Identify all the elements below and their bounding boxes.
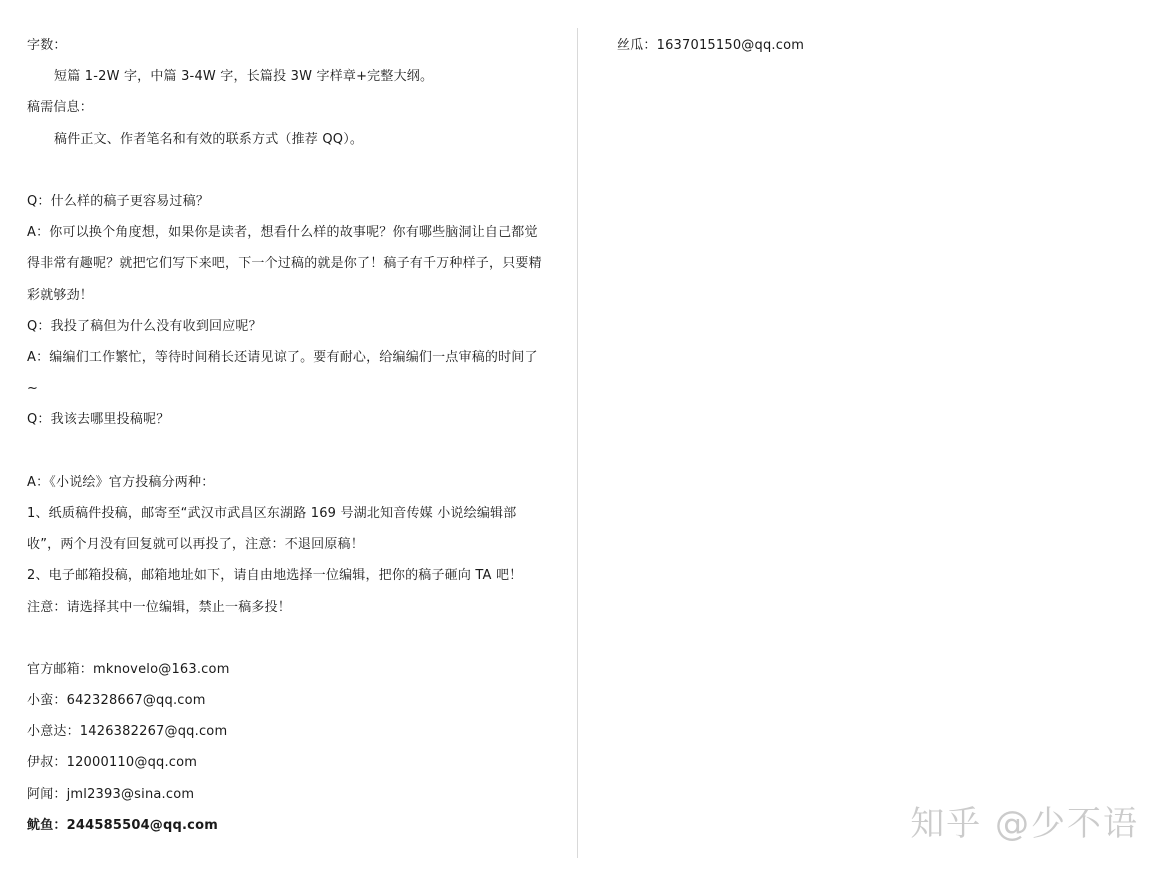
- requirements-text: 稿件正文、作者笔名和有效的联系方式（推荐 QQ）。: [54, 131, 364, 147]
- blank-line: [27, 436, 547, 467]
- contact-line-bold: 鱿鱼：244585504@qq.com: [27, 817, 218, 833]
- contact-line: 小意达：1426382267@qq.com: [27, 724, 228, 740]
- contact-line: 阿闻：jml2393@sina.com: [27, 786, 195, 802]
- answer-3-item-2: 2、电子邮箱投稿，邮箱地址如下，请自由地选择一位编辑，把你的稿子砸向 TA 吧！: [27, 568, 523, 584]
- wordcount-label: 字数：: [27, 38, 67, 53]
- right-page: [617, 30, 1137, 61]
- blank-line: [27, 155, 547, 186]
- contact-line: 丝瓜：1637015150@qq.com: [617, 38, 805, 53]
- page-divider: [577, 28, 578, 858]
- blank-line: [27, 623, 547, 654]
- answer-3-note: 注意：请选择其中一位编辑，禁止一稿多投！: [27, 599, 292, 615]
- answer-3-item-1: 1、纸质稿件投稿，邮寄至“武汉市武昌区东湖路 169 号湖北知音传媒 小说绘编辑部收”，两个月没有回复就可以再投了，注意：不退回原稿！: [27, 505, 517, 553]
- zhihu-watermark: 知乎 @少不语: [910, 804, 1139, 844]
- question-2: Q：我投了稿但为什么没有收到回应呢？: [27, 318, 262, 334]
- answer-1: A：你可以换个角度想，如果你是读者，想看什么样的故事呢？你有哪些脑洞让自己都觉得非常有趣呢？就把它们写下来吧，下一个过稿的就是你了！稿子有千万种样子，只要精彩就够劲！: [27, 225, 542, 303]
- answer-2: A：编编们工作繁忙，等待时间稍长还请见谅了。要有耐心，给编编们一点审稿的时间了~: [27, 349, 538, 397]
- question-1: Q：什么样的稿子更容易过稿？: [27, 193, 210, 209]
- requirements-label: 稿需信息：: [27, 100, 94, 116]
- answer-3-intro: A：《小说绘》官方投稿分两种：: [27, 474, 215, 490]
- contact-line: 官方邮箱：mknovelo@163.com: [27, 661, 230, 677]
- wordcount-text: 短篇 1-2W 字，中篇 3-4W 字，长篇投 3W 字样章+完整大纲。: [54, 69, 434, 85]
- contact-line: 伊叔：12000110@qq.com: [27, 755, 198, 771]
- left-page: [27, 30, 547, 841]
- contact-line: 小蛮：642328667@qq.com: [27, 693, 206, 709]
- question-3: Q：我该去哪里投稿呢？: [27, 412, 170, 428]
